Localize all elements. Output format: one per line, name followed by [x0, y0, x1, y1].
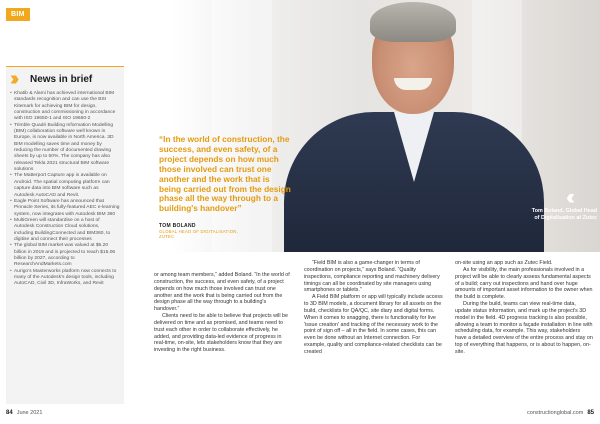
quote-author-name: TOM BOLAND: [159, 223, 196, 229]
issue-date: June 2021: [16, 410, 43, 416]
news-item: • Khatib & Alami has achieved international BIM standards recognition and can use the BSI Kitemark for achieving BIM for design, construction and commissioning in accordance with ISO 19650-1 and ISO 19650-2: [10, 91, 120, 123]
page-number-right: 85: [587, 410, 594, 416]
body-paragraph: or among team members,” added Boland. “In the world of construction, the success, and even safety, of a project depends on how much those involved can trust one another and the work that is being carried out from the design phase all the way through to a building's handover.”: [154, 272, 290, 313]
body-paragraph: Clients need to be able to believe that projects will be delivered on time and as promised, and teams need to trust each other in order to collaborate effectively, he added, and providing data-led evidence of progress in real-time, on-site, lets stakeholders know that they are investing in the right business.: [154, 313, 288, 354]
pull-quote: “In the world of construction, the success, and even safety, of a project depends on how much those involved can trust one another and the work that is being carried out from the design phase all the way through to a building's handover”: [159, 134, 291, 214]
quote-author-role: GLOBAL HEAD OF DIGITALISATION, ZUTEC: [159, 229, 238, 239]
page-number-left: 84: [6, 410, 13, 416]
website-link[interactable]: constructionglobal.com: [527, 410, 584, 416]
news-item: • The Matterport Capture app is available on Android. The spatial computing platform can capture data into BIM software such as Autodesk AutoCAD and Revit.: [10, 173, 120, 198]
section-tag: BIM: [6, 8, 30, 21]
smile-shape: [394, 78, 432, 90]
news-item: • Eagle Point Software has announced that Pinnacle Series, its fully-featured AEC e-learning system, now integrates with Autodesk BIM 360: [10, 199, 120, 218]
body-paragraph: A Field BIM platform or app will typically include access to 3D BIM models, a document library for all assets on the build, checklists for QA/QC, site diary and digital forms. When it comes to snagging, there is functionality for live 'issue creation' and tracking of the necessary work to the point of sign off – all in the field. In some cases, this can even be done without an Internet connection. For example, quality and compliance-related checklists can be created: [304, 294, 443, 355]
caption-chevron-icon: ‹‹: [566, 186, 570, 209]
news-item: • Trimble Quadri Building Information Modelling (BIM) collaboration software well known in Europe, is now available in North America. 3D BIM modelling saves time and money by reducing the number of documented drawing sheets by up to 50%. The company has also released Tekla 2021 structural BIM software solutions: [10, 123, 120, 174]
body-paragraph: on-site using an app such as Zutec Field.: [455, 260, 553, 266]
news-item: • MultiGreen will standardise on a host of Autodesk Construction Cloud solutions, including BuildingConnected and BIM360, to digitise and connect their processes: [10, 218, 120, 243]
body-paragraph: During the build, teams can view real-time data, update status information, and mark up the project's 3D model in the field. 4D progress tracking is also possible, allowing a team to monitor a façade installation in line with scheduling data, for example. This way, stakeholders have a detailed overview of the entire process and stay on top of everything that happens, or is about to happen, on-site.: [455, 301, 593, 355]
news-item: • The global BIM market was valued at $5.20 billion in 2019 and is projected to reach $15.06 billion by 2027, according to ResearchAndMarkets.com: [10, 243, 120, 268]
news-header: [6, 67, 124, 89]
news-in-brief-box: [6, 66, 124, 404]
body-column-1: [154, 272, 290, 354]
footer-right: [527, 410, 594, 416]
footer-left: [6, 410, 42, 416]
body-column-2: [304, 260, 443, 356]
news-list: [6, 89, 124, 288]
photo-caption: Tom Boland, Global Head of Digitalisation at Zutec: [531, 208, 597, 221]
news-item: • Aurigo's Masterworks platform now connects to many of the Autodesk's design tools, including AutoCAD, Civil 3D, InfraWorks, and Revit: [10, 269, 120, 288]
body-column-3: [455, 260, 593, 356]
news-title: News in brief: [30, 73, 93, 85]
double-chevron-icon: ››: [10, 68, 16, 90]
body-paragraph: “Field BIM is also a game-changer in terms of coordination on projects,” says Boland. “Quality inspections, compliance reporting and machinery delivery timings can all be coordinated by site managers using smartphones or tablets.”: [304, 260, 440, 294]
body-paragraph: As for visibility, the main professionals involved in a project will be able to clearly assess fundamental aspects of a build; carry out inspections and hand over huge amounts of important asset information to the owner when the build is complete.: [455, 266, 593, 301]
hair-shape: [370, 2, 456, 42]
